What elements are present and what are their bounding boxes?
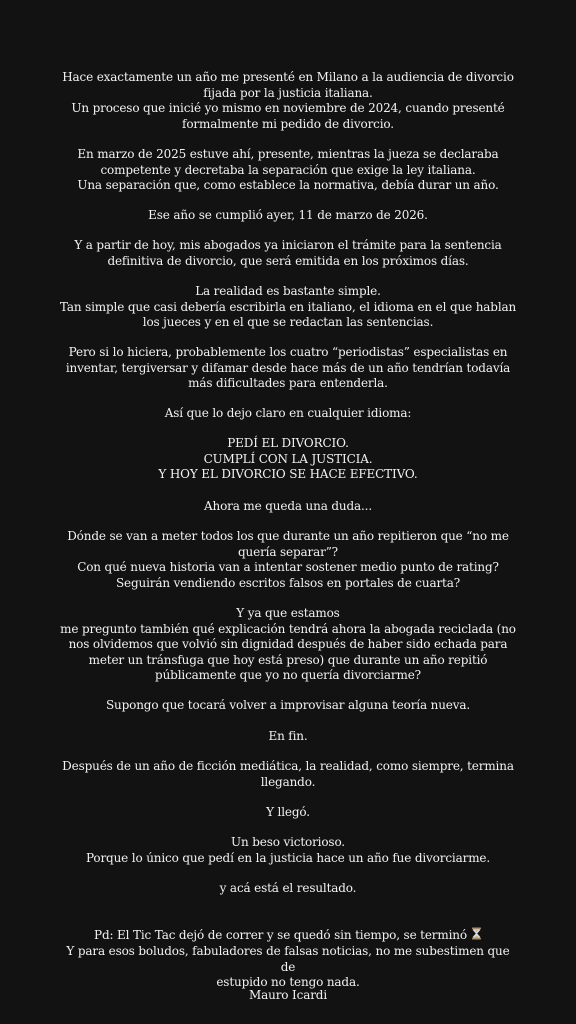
paragraph-simple-reality: La realidad es bastante simple. Tan simple que casi debería escribirla en italiano, el idioma en el que hablan los jueces y en el que se redactan las sentencias. <box>59 284 517 329</box>
paragraph-hearing: Hace exactamente un año me presenté en Milano a la audiencia de divorcio fijada por la justicia italiana. Un proceso que inicié yo mismo en noviembre de 2024, cuando presenté formalmente mi pedido de divorcio. <box>62 70 514 131</box>
postscript-rest: Y para esos boludos, fabuladores de falsas noticias, no me subestimen que de estupido no tengo nada. <box>66 944 510 989</box>
postscript-line: Pd: El Tic Tac dejó de correr y se quedó sin tiempo, se terminó <box>94 927 467 942</box>
paragraph-it-arrived: Y llegó. <box>266 805 310 819</box>
paragraph-questions: Dónde se van a meter todos los que durante un año repitieron que “no me quería separar”? Con qué nueva historia van a intentar sostener medio punto de rating? Seguirán vendiendo escritos falsos en portales de cuarta? <box>67 529 509 590</box>
paragraph-result: y acá está el resultado. <box>219 881 357 895</box>
paragraph-any-language: Así que lo dejo claro en cualquier idioma: <box>164 406 412 420</box>
paragraph-media-fiction: Después de un año de ficción mediática, la realidad, como siempre, termina llegando. <box>62 759 514 789</box>
signature: Mauro Icardi <box>248 988 328 1002</box>
hourglass-icon <box>471 927 482 945</box>
paragraph-doubt: Ahora me queda una duda... <box>204 499 372 513</box>
paragraph-lawyer: Y ya que estamos me pregunto también qué explicación tendrá ahora la abogada reciclada (no nos olvidemos que volvió sin dignidad después de haber sido echada para meter un tránsfuga que hoy está preso) que durante un año repitió públicamente que yo no quería divorciarme? <box>60 606 516 682</box>
paragraph-lawyers: Y a partir de hoy, mis abogados ya iniciaron el trámite para la sentencia definitiva de divorcio, que será emitida en los próximos días. <box>74 238 502 268</box>
paragraph-journalists: Pero si lo hiciera, probablemente los cuatro “periodistas” especialistas en inventar, tergiversar y difamar desde hace más de un año tendrían todavía más dificultades para entenderla. <box>65 345 511 390</box>
paragraph-theory: Supongo que tocará volver a improvisar alguna teoría nueva. <box>105 698 471 712</box>
paragraph-year-completed: Ese año se cumplió ayer, 11 de marzo de 2026. <box>148 208 428 222</box>
paragraph-statement: PEDÍ EL DIVORCIO. CUMPLÍ CON LA JUSTICIA. Y HOY EL DIVORCIO SE HACE EFECTIVO. <box>158 436 418 481</box>
paragraph-separation: En marzo de 2025 estuve ahí, presente, mientras la jueza se declaraba competente y decretaba la separación que exige la ley italiana. Una separación que, como establece la normativa, debía durar un año. <box>77 147 499 192</box>
paragraph-kiss: Un beso victorioso. Porque lo único que pedí en la justicia hace un año fue divorciarme. <box>85 835 491 865</box>
paragraph-anyway: En fin. <box>268 729 308 743</box>
